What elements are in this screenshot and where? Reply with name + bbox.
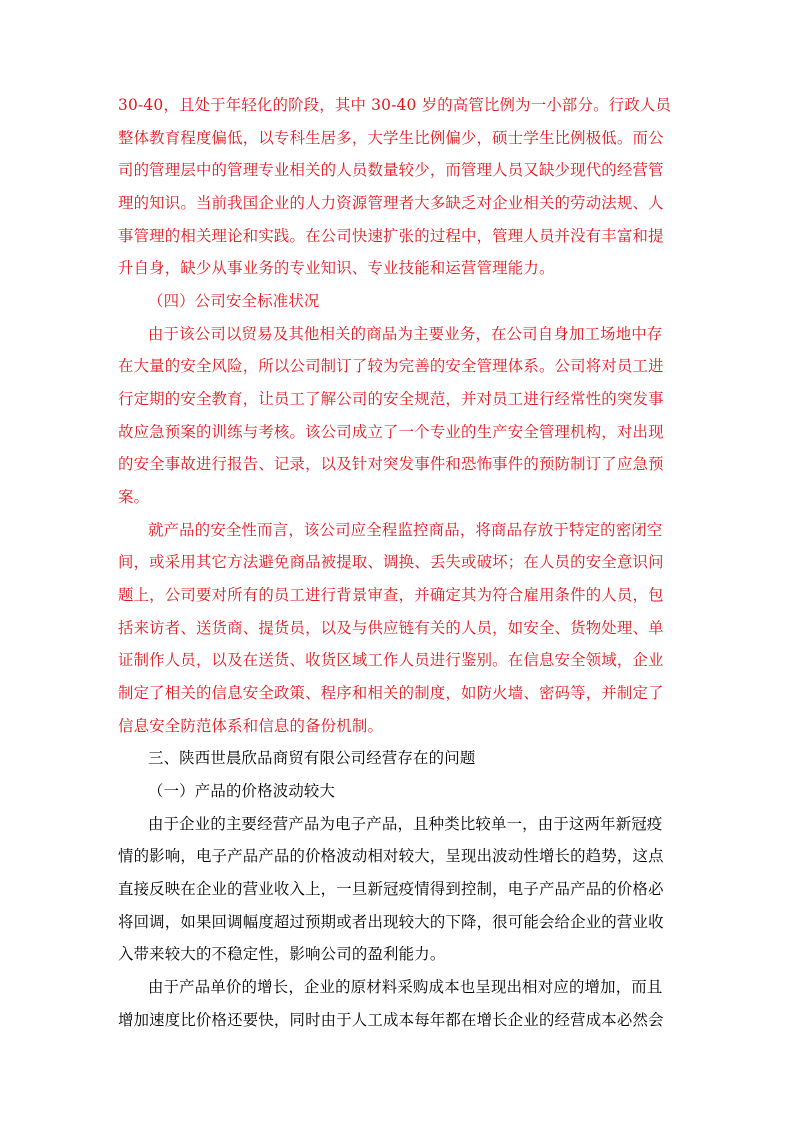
text-line: 理的知识。当前我国企业的人力资源管理者大多缺乏对企业相关的劳动法规、人 [118, 194, 664, 212]
text-line: 情的影响，电子产品产品的价格波动相对较大，呈现出波动性增长的趋势，这点 [118, 847, 664, 865]
text-line: 间，或采用其它方法避免商品被提取、调换、丢失或破坏；在人员的安全意识问 [118, 553, 664, 571]
text-line: 升自身，缺少从事业务的专业知识、专业技能和运营管理能力。 [118, 259, 555, 277]
text-line: 故应急预案的训练与考核。该公司成立了一个专业的生产安全管理机构，对出现 [118, 423, 664, 441]
text-line: 由于该公司以贸易及其他相关的商品为主要业务，在公司自身加工场地中存 [148, 325, 663, 343]
text-line: 将回调，如果回调幅度超过预期或者出现较大的下降，很可能会给企业的营业收 [118, 913, 664, 931]
section-heading-safety-standards: （四）公司安全标准状况 [148, 292, 320, 310]
text-line: 事管理的相关理论和实践。在公司快速扩张的过程中，管理人员并没有丰富和提 [118, 227, 664, 245]
text-line: 由于企业的主要经营产品为电子产品，且种类比较单一，由于这两年新冠疫 [148, 815, 663, 833]
text-line: 整体教育程度偏低，以专科生居多，大学生比例偏少，硕士学生比例极低。而公 [118, 129, 664, 147]
chapter-heading-business-problems: 三、陕西世晨欣品商贸有限公司经营存在的问题 [148, 749, 476, 767]
section-heading-price-volatility: （一）产品的价格波动较大 [148, 782, 336, 800]
text-line: 信息安全防范体系和信息的备份机制。 [118, 717, 384, 735]
text-line: 由于产品单价的增长，企业的原材料采购成本也呈现出相对应的增加，而且 [148, 978, 663, 996]
text-line: 行定期的安全教育，让员工了解公司的安全规范，并对员工进行经常性的突发事 [118, 390, 664, 408]
text-line: 证制作人员，以及在送货、收货区域工作人员进行鉴别。在信息安全领域，企业 [118, 651, 664, 669]
text-line: 入带来较大的不稳定性，影响公司的盈利能力。 [118, 945, 446, 963]
text-line: 就产品的安全性而言，该公司应全程监控商品，将商品存放于特定的密闭空 [148, 521, 663, 539]
text-line: 题上，公司要对所有的员工进行背景审查，并确定其为符合雇用条件的人员，包 [118, 586, 664, 604]
text-line: 增加速度比价格还要快，同时由于人工成本每年都在增长企业的经营成本必然会 [118, 1011, 664, 1029]
text-line: 括来访者、送货商、提货员，以及与供应链有关的人员，如安全、货物处理、单 [118, 619, 664, 637]
text-line: 案。 [118, 488, 150, 506]
text-line: 30-40，且处于年轻化的阶段，其中 30-40 岁的高管比例为一小部分。行政人员 [118, 96, 672, 114]
text-line: 司的管理层中的管理专业相关的人员数量较少，而管理人员又缺少现代的经营管 [118, 161, 664, 179]
text-line: 在大量的安全风险，所以公司制订了较为完善的安全管理体系。公司将对员工进 [118, 357, 664, 375]
text-line: 的安全事故进行报告、记录，以及针对突发事件和恐怖事件的预防制订了应急预 [118, 455, 664, 473]
text-line: 直接反映在企业的营业收入上，一旦新冠疫情得到控制，电子产品产品的价格必 [118, 880, 664, 898]
text-line: 制定了相关的信息安全政策、程序和相关的制度，如防火墙、密码等，并制定了 [118, 684, 664, 702]
